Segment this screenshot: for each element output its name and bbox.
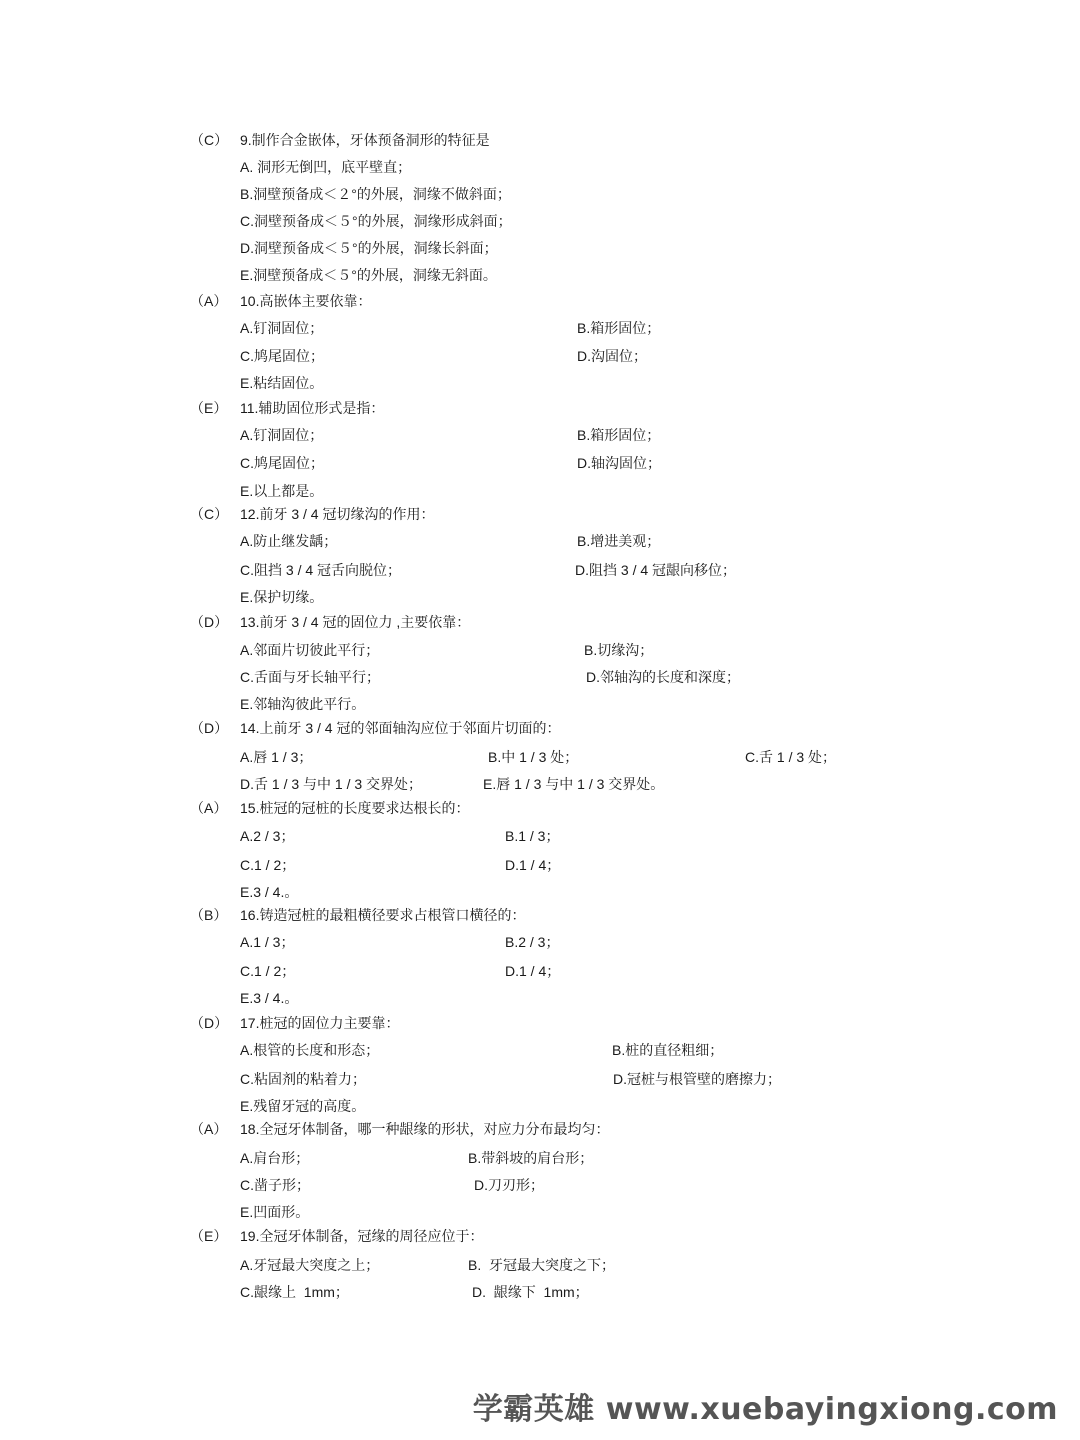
option: C.龈缘上 1mm； — [240, 1284, 349, 1300]
watermark: 学霸英雄 www.xuebayingxiong.com — [472, 1392, 1058, 1427]
option: D.阻挡 3 / 4 冠龈向移位； — [575, 562, 737, 578]
option: C.粘固剂的粘着力； — [240, 1071, 366, 1087]
option: B.2 / 3； — [505, 934, 560, 950]
answer-key: （A） — [190, 800, 228, 816]
question-stem: 15.桩冠的冠桩的长度要求达根长的： — [240, 800, 470, 816]
option: D.刀刃形； — [474, 1177, 544, 1193]
answer-key: （D） — [190, 720, 229, 736]
option: A. 洞形无倒凹，底平壁直； — [240, 159, 412, 175]
answer-key: （A） — [190, 1121, 228, 1137]
answer-key: （C） — [190, 506, 229, 522]
answer-key: （A） — [190, 293, 228, 309]
option: D.邻轴沟的长度和深度； — [586, 669, 740, 685]
answer-key: （B） — [190, 907, 228, 923]
option: B.1 / 3； — [505, 828, 560, 844]
option: A.邻面片切彼此平行； — [240, 642, 380, 658]
option: E.保护切缘。 — [240, 589, 324, 605]
answer-key: （E） — [190, 1228, 228, 1244]
option: E.凹面形。 — [240, 1204, 310, 1220]
option: C.1 / 2； — [240, 857, 296, 873]
option: E.以上都是。 — [240, 483, 324, 499]
option: D.舌 1 / 3 与中 1 / 3 交界处； — [240, 776, 423, 792]
answer-key: （D） — [190, 614, 229, 630]
option: E.洞壁预备成＜５°的外展，洞缘无斜面。 — [240, 267, 497, 283]
option: E.粘结固位。 — [240, 375, 324, 391]
option: B.切缘沟； — [584, 642, 654, 658]
option: D. 龈缘下 1mm； — [472, 1284, 589, 1300]
question-stem: 16.铸造冠桩的最粗横径要求占根管口横径的： — [240, 907, 526, 923]
question-stem: 14.上前牙 3 / 4 冠的邻面轴沟应位于邻面片切面的： — [240, 720, 561, 736]
answer-key: （C） — [190, 132, 229, 148]
option: A.2 / 3； — [240, 828, 295, 844]
question-stem: 13.前牙 3 / 4 冠的固位力 ,主要依靠： — [240, 614, 471, 630]
option: E.3 / 4.。 — [240, 884, 299, 900]
option: B.增进美观； — [577, 533, 661, 549]
question-stem: 19.全冠牙体制备，冠缘的周径应位于： — [240, 1228, 484, 1244]
question-stem: 17.桩冠的固位力主要靠： — [240, 1015, 400, 1031]
option: A.1 / 3； — [240, 934, 295, 950]
option: A.牙冠最大突度之上； — [240, 1257, 380, 1273]
question-stem: 10.高嵌体主要依靠： — [240, 293, 372, 309]
option: C.鸠尾固位； — [240, 348, 324, 364]
option: D.冠桩与根管壁的磨擦力； — [613, 1071, 781, 1087]
option: D.1 / 4； — [505, 963, 561, 979]
option: C.1 / 2； — [240, 963, 296, 979]
option: D.1 / 4； — [505, 857, 561, 873]
option: E.残留牙冠的高度。 — [240, 1098, 366, 1114]
option: D.轴沟固位； — [577, 455, 661, 471]
option: B. 牙冠最大突度之下； — [468, 1257, 616, 1273]
answer-key: （D） — [190, 1015, 229, 1031]
option: B.中 1 / 3 处； — [488, 749, 579, 765]
question-stem: 18.全冠牙体制备，哪一种龈缘的形状，对应力分布最均匀： — [240, 1121, 610, 1137]
option: C.阻挡 3 / 4 冠舌向脱位； — [240, 562, 402, 578]
option: B.箱形固位； — [577, 320, 661, 336]
option: A.肩台形； — [240, 1150, 310, 1166]
option: E.唇 1 / 3 与中 1 / 3 交界处。 — [483, 776, 665, 792]
question-stem: 12.前牙 3 / 4 冠切缘沟的作用： — [240, 506, 435, 522]
option: B.桩的直径粗细； — [612, 1042, 724, 1058]
option: E.3 / 4.。 — [240, 990, 299, 1006]
option: A.钉洞固位； — [240, 320, 324, 336]
option: B.洞壁预备成＜２°的外展，洞缘不做斜面； — [240, 186, 511, 202]
option: C.舌面与牙长轴平行； — [240, 669, 380, 685]
question-stem: 11.辅助固位形式是指： — [240, 400, 385, 416]
option: A.钉洞固位； — [240, 427, 324, 443]
answer-key: （E） — [190, 400, 228, 416]
option: A.防止继发龋； — [240, 533, 338, 549]
option: E.邻轴沟彼此平行。 — [240, 696, 366, 712]
option: A.根管的长度和形态； — [240, 1042, 380, 1058]
option: D.洞壁预备成＜５°的外展，洞缘长斜面； — [240, 240, 498, 256]
option: B.箱形固位； — [577, 427, 661, 443]
option: B.带斜坡的肩台形； — [468, 1150, 594, 1166]
option: C.洞壁预备成＜５°的外展，洞缘形成斜面； — [240, 213, 512, 229]
question-stem: 9.制作合金嵌体，牙体预备洞形的特征是 — [240, 132, 490, 148]
option: D.沟固位； — [577, 348, 647, 364]
option: C.鸠尾固位； — [240, 455, 324, 471]
option: C.舌 1 / 3 处； — [745, 749, 837, 765]
option: C.凿子形； — [240, 1177, 310, 1193]
option: A.唇 1 / 3； — [240, 749, 313, 765]
